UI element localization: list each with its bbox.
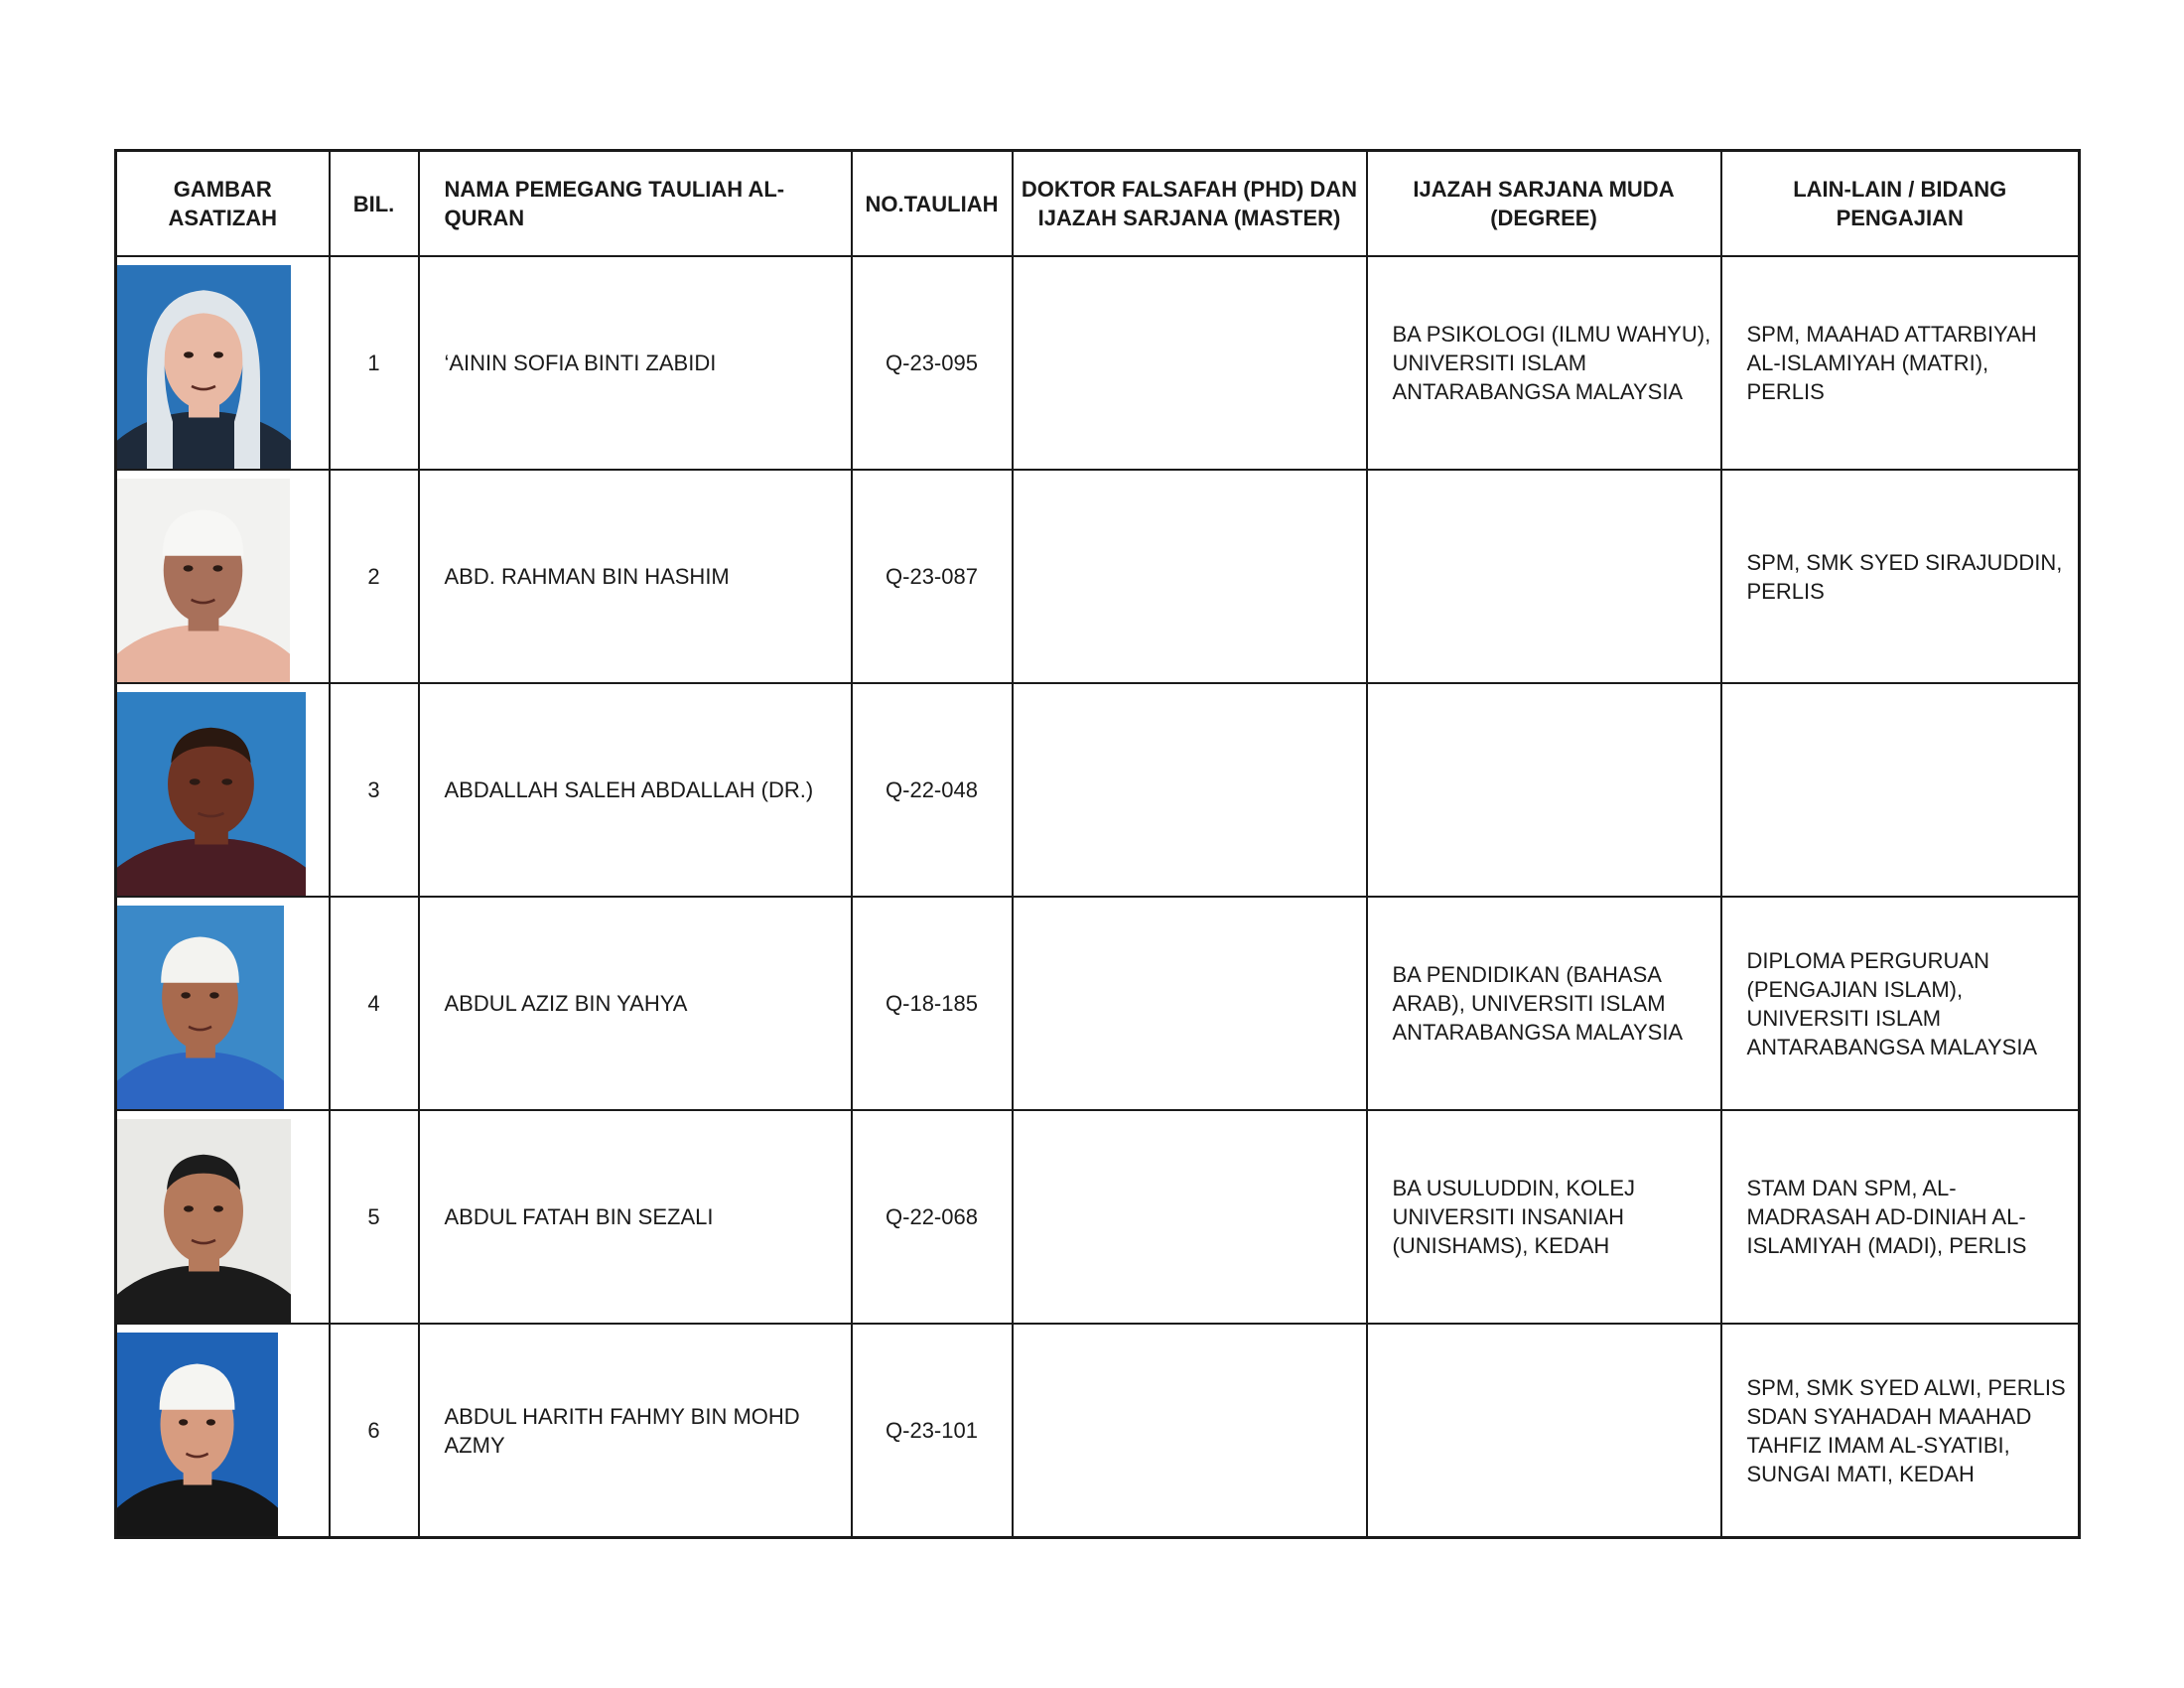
- header-no-tauliah: NO.TAULIAH: [852, 151, 1013, 257]
- table-row: [116, 897, 2080, 1110]
- header-phd-master: DOKTOR FALSAFAH (PHD) DAN IJAZAH SARJANA (MASTER): [1013, 151, 1367, 257]
- phd-master-cell: [1013, 1324, 1367, 1538]
- no-tauliah-cell: Q-22-048: [852, 683, 1013, 897]
- nama-cell: ABDALLAH SALEH ABDALLAH (DR.): [419, 683, 852, 897]
- man-portrait: [117, 692, 306, 896]
- no-tauliah-cell: Q-22-068: [852, 1110, 1013, 1324]
- tauliah-registry-table: [114, 149, 2081, 1539]
- degree-cell: BA PENDIDIKAN (BAHASA ARAB), UNIVERSITI ISLAM ANTARABANGSA MALAYSIA: [1367, 897, 1721, 1110]
- table-row: [116, 1324, 2080, 1538]
- header-row: [116, 151, 2080, 257]
- photo-cell: [116, 1110, 330, 1324]
- hijab-woman-portrait: [117, 265, 291, 469]
- no-tauliah-cell: Q-23-095: [852, 256, 1013, 470]
- lain-lain-cell: SPM, MAAHAD ATTARBIYAH AL-ISLAMIYAH (MATRI), PERLIS: [1721, 256, 2080, 470]
- no-tauliah-cell: Q-23-087: [852, 470, 1013, 683]
- photo-cell: [116, 897, 330, 1110]
- degree-cell: BA USULUDDIN, KOLEJ UNIVERSITI INSANIAH (UNISHAMS), KEDAH: [1367, 1110, 1721, 1324]
- phd-master-cell: [1013, 897, 1367, 1110]
- degree-cell: [1367, 470, 1721, 683]
- nama-cell: ABDUL AZIZ BIN YAHYA: [419, 897, 852, 1110]
- bil-cell: 1: [330, 256, 419, 470]
- no-tauliah-cell: Q-18-185: [852, 897, 1013, 1110]
- man-white-kopiah-portrait: [117, 479, 290, 682]
- bil-cell: 2: [330, 470, 419, 683]
- phd-master-cell: [1013, 1110, 1367, 1324]
- degree-cell: [1367, 683, 1721, 897]
- photo-cell: [116, 1324, 330, 1538]
- phd-master-cell: [1013, 470, 1367, 683]
- degree-cell: BA PSIKOLOGI (ILMU WAHYU), UNIVERSITI ISLAM ANTARABANGSA MALAYSIA: [1367, 256, 1721, 470]
- lain-lain-cell: [1721, 683, 2080, 897]
- phd-master-cell: [1013, 683, 1367, 897]
- degree-cell: [1367, 1324, 1721, 1538]
- header-bil: BIL.: [330, 151, 419, 257]
- bil-cell: 5: [330, 1110, 419, 1324]
- lain-lain-cell: STAM DAN SPM, AL-MADRASAH AD-DINIAH AL-ISLAMIYAH (MADI), PERLIS: [1721, 1110, 2080, 1324]
- lain-lain-cell: DIPLOMA PERGURUAN (PENGAJIAN ISLAM), UNIVERSITI ISLAM ANTARABANGSA MALAYSIA: [1721, 897, 2080, 1110]
- header-lain-lain: LAIN-LAIN / BIDANG PENGAJIAN: [1721, 151, 2080, 257]
- header-gambar: GAMBAR ASATIZAH: [116, 151, 330, 257]
- header-degree: IJAZAH SARJANA MUDA (DEGREE): [1367, 151, 1721, 257]
- table-row: [116, 683, 2080, 897]
- man-white-kopiah-portrait: [117, 906, 284, 1109]
- nama-cell: ABDUL HARITH FAHMY BIN MOHD AZMY: [419, 1324, 852, 1538]
- photo-cell: [116, 470, 330, 683]
- man-portrait: [117, 1119, 291, 1323]
- no-tauliah-cell: Q-23-101: [852, 1324, 1013, 1538]
- lain-lain-cell: SPM, SMK SYED ALWI, PERLIS SDAN SYAHADAH MAAHAD TAHFIZ IMAM AL-SYATIBI, SUNGAI MATI, KEDAH: [1721, 1324, 2080, 1538]
- bil-cell: 3: [330, 683, 419, 897]
- photo-cell: [116, 256, 330, 470]
- nama-cell: ABDUL FATAH BIN SEZALI: [419, 1110, 852, 1324]
- bil-cell: 4: [330, 897, 419, 1110]
- nama-cell: ‘AININ SOFIA BINTI ZABIDI: [419, 256, 852, 470]
- lain-lain-cell: SPM, SMK SYED SIRAJUDDIN, PERLIS: [1721, 470, 2080, 683]
- phd-master-cell: [1013, 256, 1367, 470]
- nama-cell: ABD. RAHMAN BIN HASHIM: [419, 470, 852, 683]
- man-white-kopiah-portrait: [117, 1333, 278, 1536]
- photo-cell: [116, 683, 330, 897]
- table-row: [116, 470, 2080, 683]
- bil-cell: 6: [330, 1324, 419, 1538]
- table-row: [116, 1110, 2080, 1324]
- table-row: [116, 256, 2080, 470]
- header-nama: NAMA PEMEGANG TAULIAH AL-QURAN: [419, 151, 852, 257]
